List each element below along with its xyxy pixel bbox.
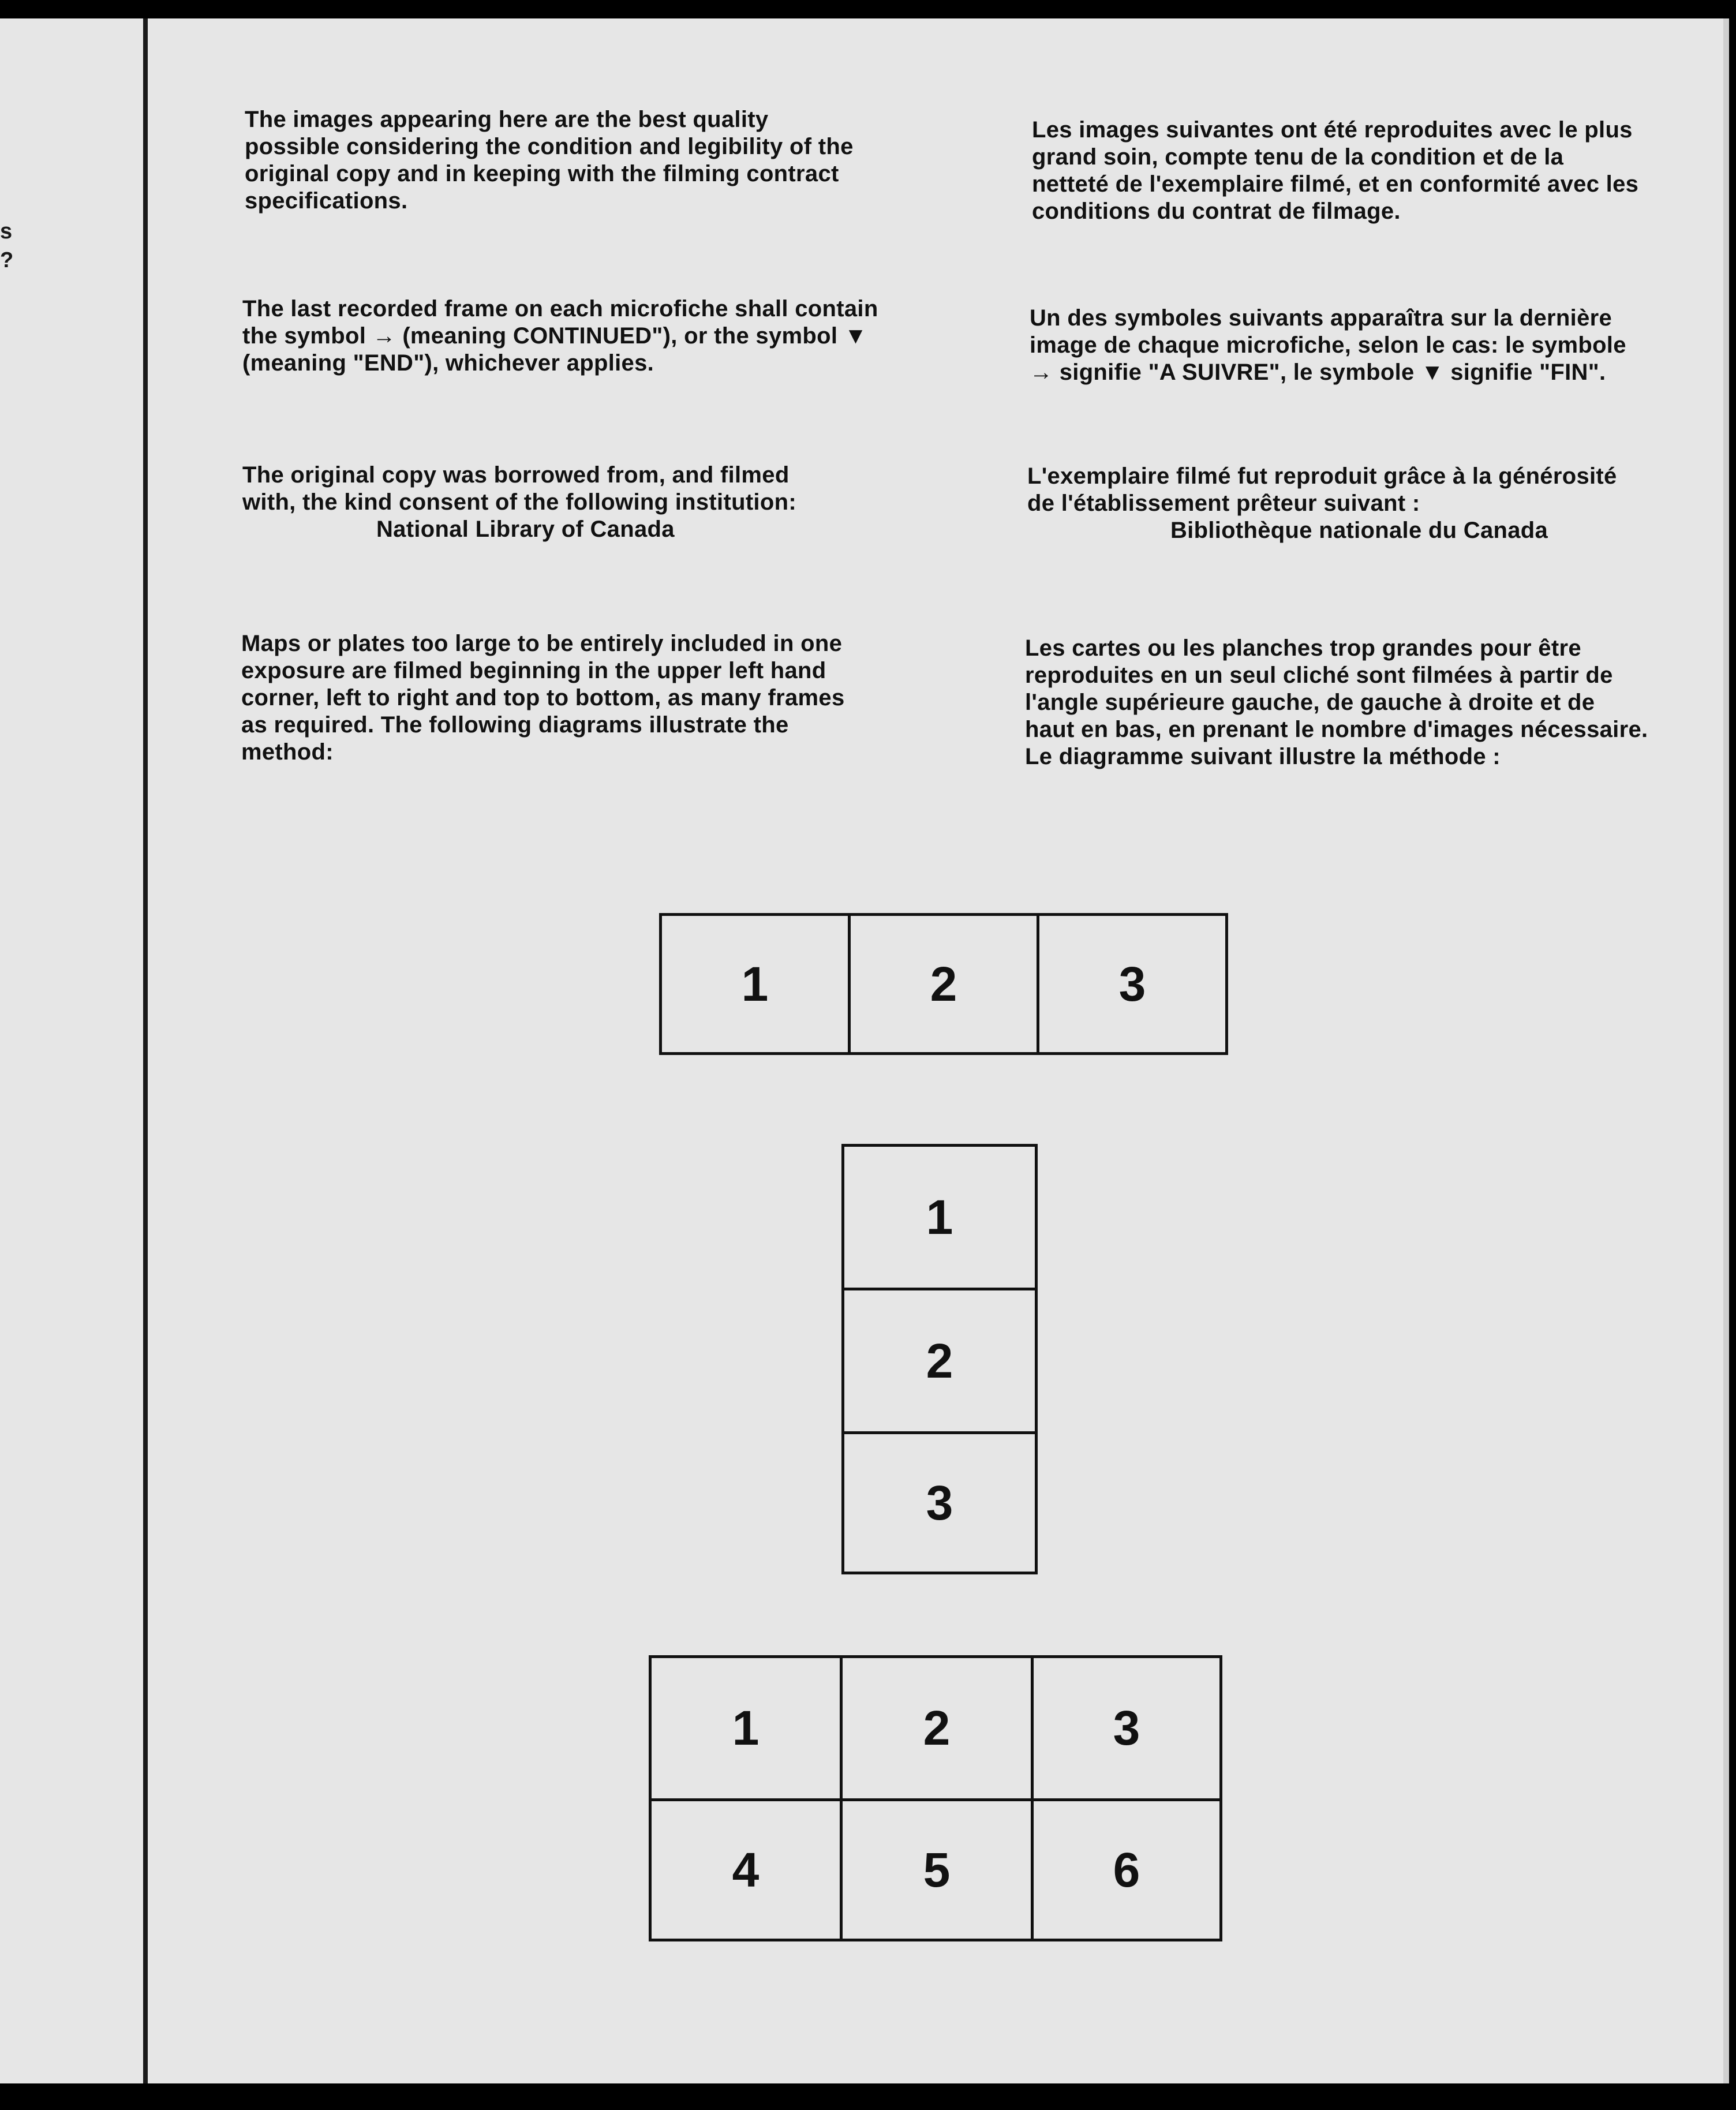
- french-lender-paragraph: [1027, 463, 1639, 544]
- english-lender-text: The original copy was borrowed from, and filmed with, the kind consent of the following institution:: [242, 462, 796, 515]
- french-library-name: Bibliothèque nationale du Canada: [1170, 518, 1548, 543]
- continued-arrow-icon: →: [1030, 360, 1053, 385]
- left-border-line: [143, 18, 148, 2083]
- english-method-paragraph: [241, 630, 853, 766]
- french-method-paragraph: [1025, 635, 1648, 770]
- english-intro-paragraph: [245, 106, 856, 215]
- french-symbol-text-1: Un des symboles suivants apparaîtra sur la dernière image de chaque microfiche, selon le cas: le symbole: [1030, 305, 1626, 358]
- english-intro-text: The images appearing here are the best quality possible considering the condition and legibility of the original copy and in keeping with the filming contract specifications.: [245, 107, 854, 214]
- margin-fragment-2: ?: [0, 248, 14, 272]
- english-symbol-text-1: The last recorded frame on each microfiche shall contain the symbol: [242, 296, 878, 349]
- right-border-line: [1723, 18, 1729, 2083]
- vertical-frame-diagram: [841, 1144, 1038, 1574]
- horizontal-frame-diagram: [659, 913, 1228, 1055]
- english-lender-paragraph: [242, 462, 848, 543]
- frame-cell: 5: [840, 1798, 1034, 1941]
- frame-cell: 6: [1031, 1798, 1222, 1941]
- grid-frame-diagram: [649, 1655, 1222, 1941]
- english-symbol-paragraph: [242, 295, 883, 377]
- frame-cell: 2: [840, 1655, 1034, 1801]
- frame-cell: 2: [848, 913, 1039, 1055]
- french-intro-paragraph: [1032, 117, 1644, 225]
- frame-cell: 3: [1037, 913, 1228, 1055]
- french-symbol-text-3: signifie "FIN".: [1450, 360, 1606, 385]
- english-method-text: Maps or plates too large to be entirely included in one exposure are filmed beginning in the upper left hand corner, left to right and top to bottom, as many frames as required. The following diagrams illustrate the method:: [241, 631, 845, 765]
- frame-cell: 1: [659, 913, 851, 1055]
- english-symbol-text-3: (meaning "END"), whichever applies.: [242, 350, 654, 376]
- continued-arrow-icon: →: [372, 323, 396, 349]
- frame-cell: 4: [649, 1798, 843, 1941]
- english-library-name: National Library of Canada: [376, 517, 675, 542]
- french-symbol-text: [1030, 305, 1644, 386]
- frame-cell: 3: [1031, 1655, 1222, 1801]
- french-symbol-paragraph: [1030, 305, 1644, 386]
- french-intro-text: Les images suivantes ont été reproduites avec le plus grand soin, compte tenu de la condition et de la netteté de l'exemplaire filmé, et en conformité avec les conditions du contrat de filmage.: [1032, 117, 1639, 224]
- end-triangle-icon: ▼: [1420, 360, 1444, 385]
- frame-cell: 2: [841, 1288, 1038, 1434]
- end-triangle-icon: ▼: [844, 323, 867, 349]
- margin-fragment-1: s: [0, 219, 13, 244]
- frame-cell: 3: [841, 1431, 1038, 1574]
- english-symbol-text: [242, 295, 883, 377]
- french-lender-text: L'exemplaire filmé fut reproduit grâce à la générosité de l'établissement prêteur suivant :: [1027, 463, 1617, 516]
- english-symbol-text-2: (meaning CONTINUED"), or the symbol: [402, 323, 838, 349]
- french-method-text: Les cartes ou les planches trop grandes pour être reproduites en un seul cliché sont filmées à partir de l'angle supérieure gauche, de gauche à droite et de haut en bas, en prenant le nombre d'images nécessaire. Le diagramme suivant illustre la méthode :: [1025, 635, 1648, 769]
- french-symbol-text-2: signifie "A SUIVRE", le symbole: [1059, 360, 1415, 385]
- frame-cell: 1: [841, 1144, 1038, 1290]
- frame-cell: 1: [649, 1655, 843, 1801]
- microfiche-page: [0, 18, 1729, 2083]
